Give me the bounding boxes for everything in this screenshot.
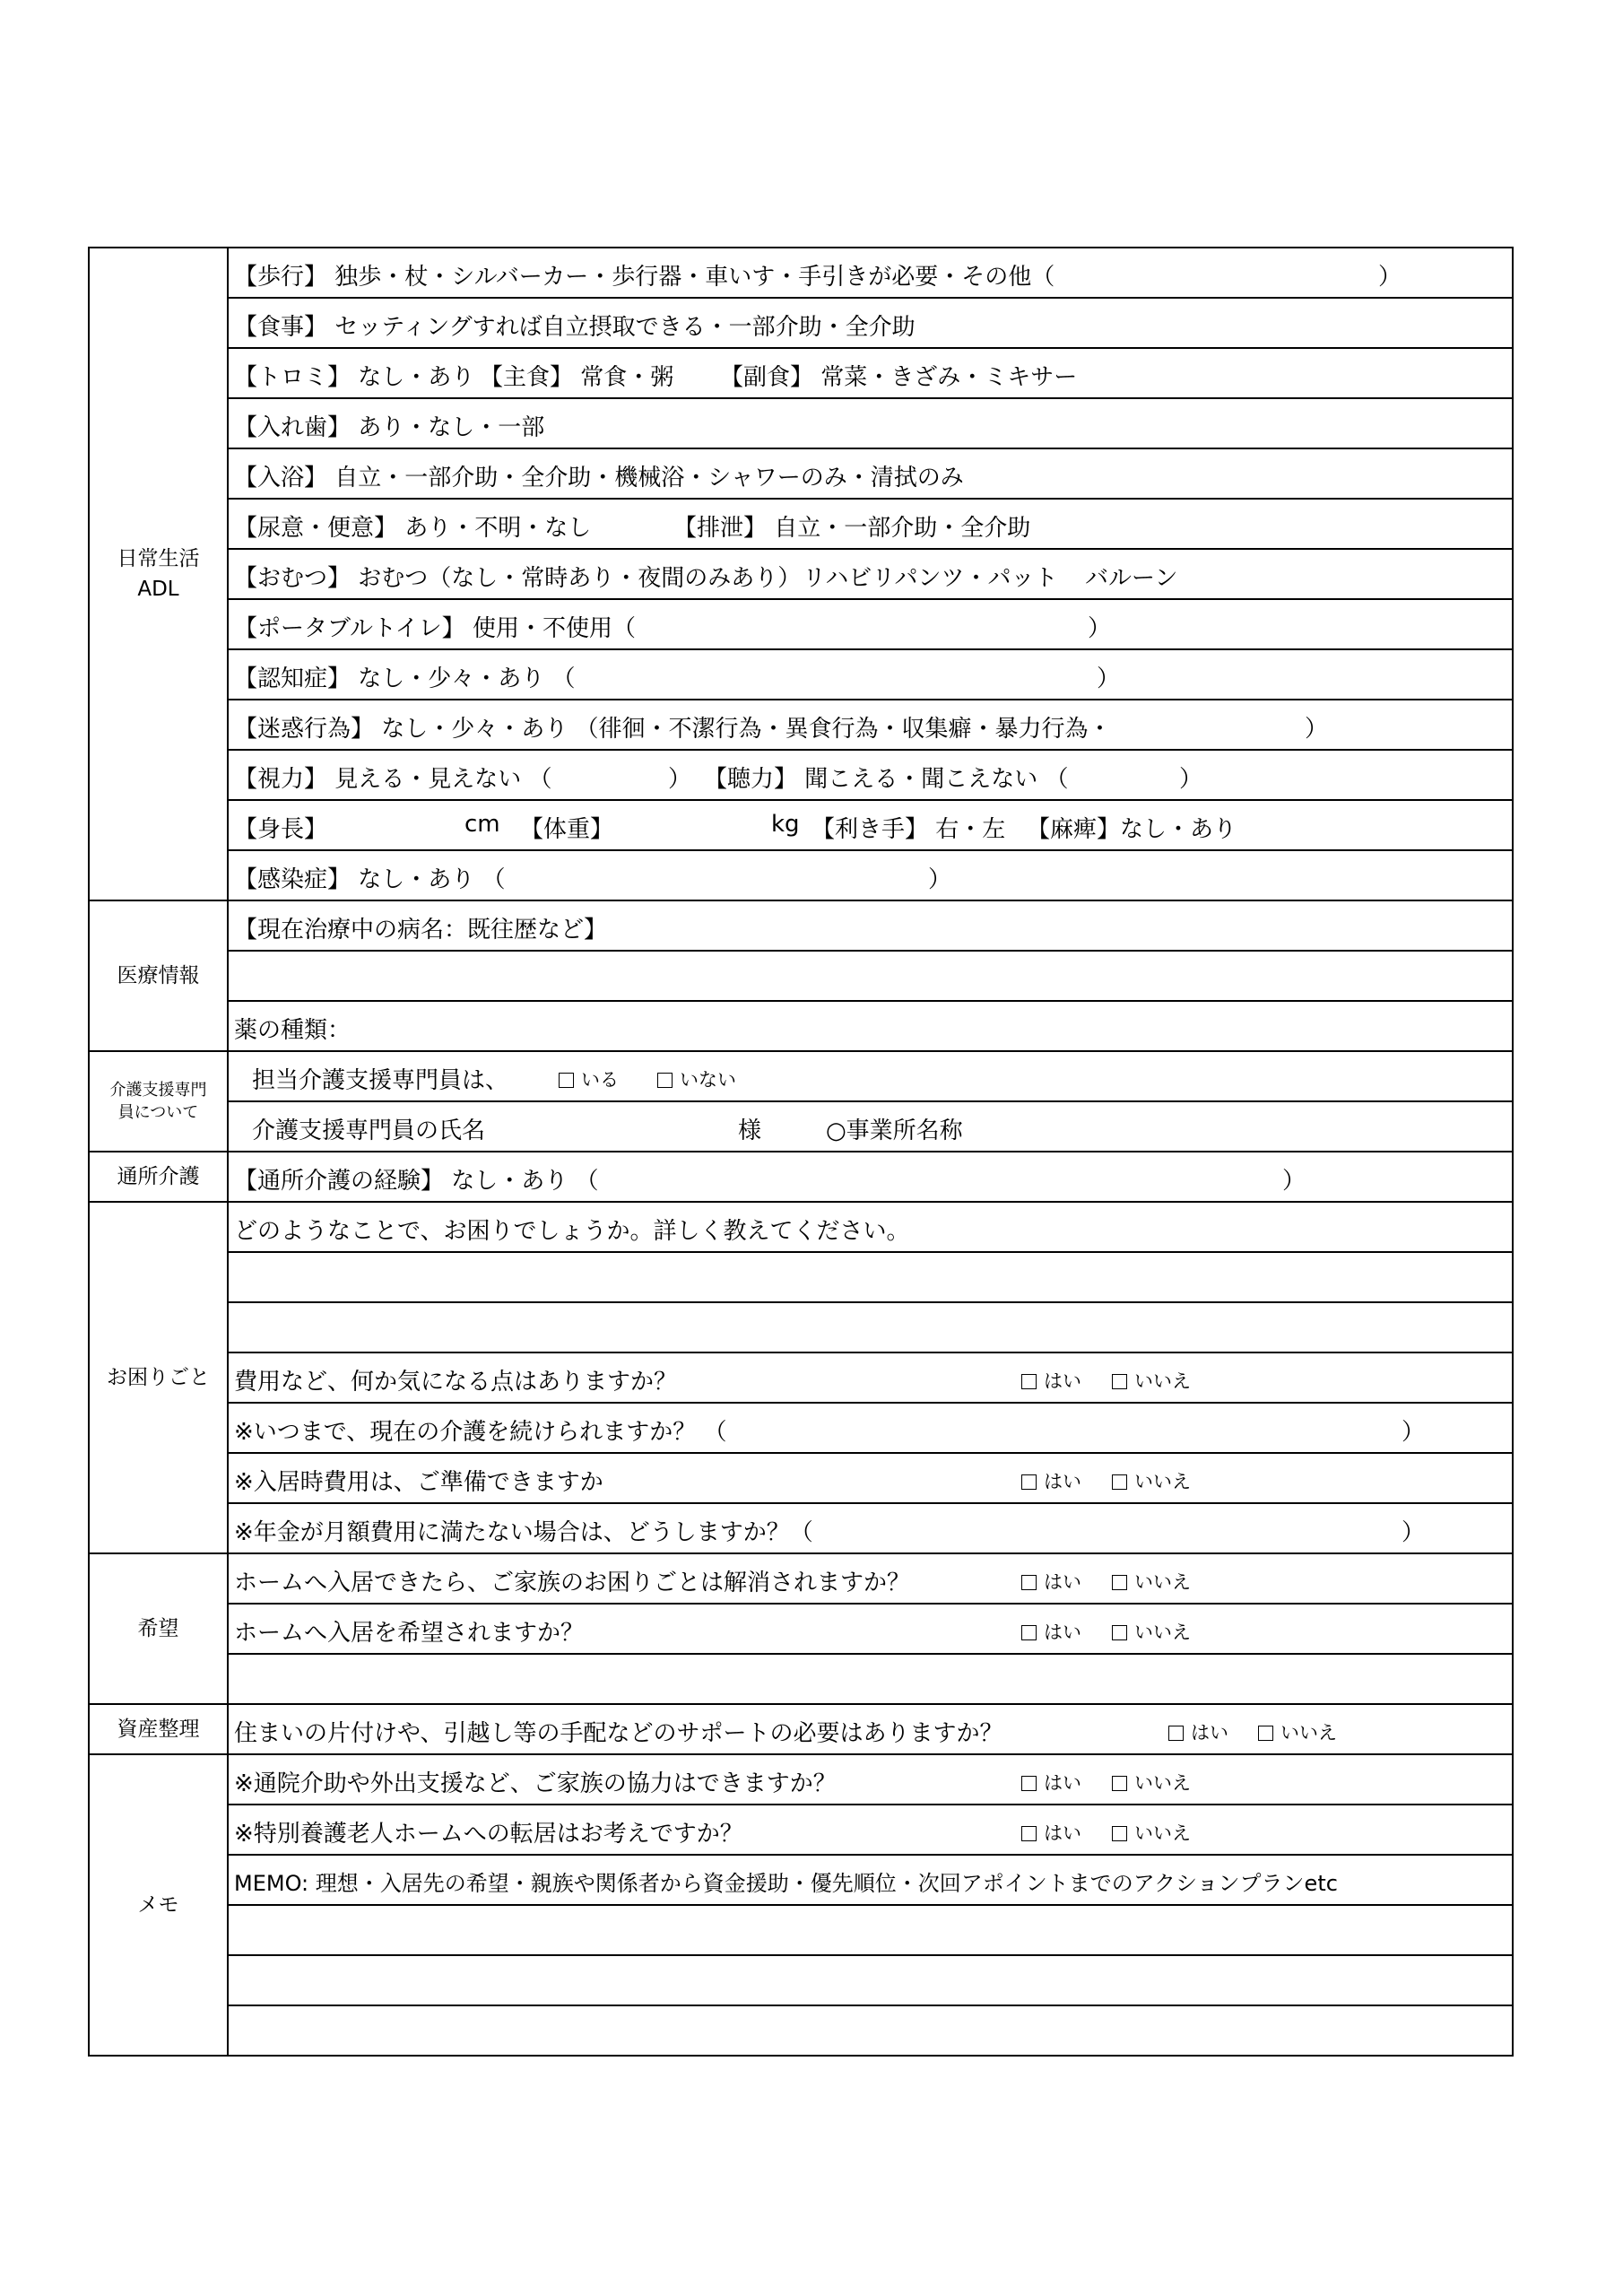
paralysis-options: なし・あり <box>1120 816 1237 843</box>
yes-label: はい <box>1044 1822 1081 1844</box>
memo-q2-yes-checkbox[interactable] <box>1021 1819 1081 1846</box>
checkbox-icon <box>1021 1625 1037 1640</box>
side-options: 常菜・きざみ・ミキサー <box>820 364 1078 391</box>
vision-options: 見える・見えない （ <box>334 766 552 793</box>
row-eating <box>228 298 1513 348</box>
daycare-experience-label: 【通所介護の経験】 <box>234 1168 445 1195</box>
checkbox-icon <box>1021 1575 1037 1590</box>
row-hope-q1 <box>228 1553 1513 1604</box>
infection-label: 【感染症】 <box>234 866 352 893</box>
yes-label: はい <box>1044 1772 1081 1794</box>
row-walking <box>228 248 1513 298</box>
troubles-q5-text: ※年金が月額費用に満たない場合は、どうしますか？（ <box>234 1519 813 1546</box>
no-label: いいえ <box>1134 1772 1191 1794</box>
row-memo-blank-3[interactable] <box>228 2005 1513 2056</box>
paralysis-label: 【麻痺】 <box>1027 816 1121 843</box>
eating-options: セッティングすれば自立摂取できる・一部介助・全介助 <box>334 314 916 341</box>
manager-yes-checkbox[interactable] <box>559 1065 619 1092</box>
memo-q2-no-checkbox[interactable] <box>1112 1819 1191 1846</box>
row-troubles-q5 <box>228 1503 1513 1553</box>
hope-q1-no-checkbox[interactable] <box>1112 1568 1191 1595</box>
row-diaper <box>228 549 1513 599</box>
hope-q2-no-checkbox[interactable] <box>1112 1618 1191 1645</box>
row-memo-q2 <box>228 1805 1513 1855</box>
manager-no-label: いない <box>680 1069 736 1091</box>
troubles-q2-text: 費用など、何か気になる点はありますか？ <box>234 1369 678 1396</box>
checkbox-icon <box>1168 1726 1184 1741</box>
checkbox-icon <box>1258 1726 1273 1741</box>
row-hope-blank[interactable] <box>228 1654 1513 1704</box>
row-memo-q1 <box>228 1754 1513 1805</box>
row-nuisance <box>228 700 1513 750</box>
infection-options: なし・あり （ <box>358 866 506 893</box>
height-label: 【身長】 <box>234 816 328 843</box>
yes-label: はい <box>1044 1370 1081 1392</box>
checkbox-icon <box>1021 1474 1037 1490</box>
office-label: ○事業所名称 <box>826 1118 963 1144</box>
troubles-q4-no-checkbox[interactable] <box>1112 1467 1191 1494</box>
row-has-manager <box>228 1051 1513 1101</box>
row-bathing <box>228 448 1513 499</box>
checkbox-icon <box>1112 1826 1127 1841</box>
adl-label-line2: ADL <box>137 578 179 601</box>
memo-text: MEMO: 理想・入居先の希望・親族や関係者から資金援助・優先順位・次回アポイントまでのアクションプランetc <box>234 1871 1338 1896</box>
section-label-assets: 資産整理 <box>89 1704 228 1754</box>
thickening-options: なし・あり <box>358 364 475 391</box>
row-assets-q1 <box>228 1704 1513 1754</box>
dementia-options: なし・少々・あり （ <box>358 665 576 692</box>
vision-close: ） <box>668 766 692 793</box>
hope-q2-yes-checkbox[interactable] <box>1021 1618 1081 1645</box>
care-manager-label-line1: 介護支援専門 <box>109 1081 207 1100</box>
bathing-label: 【入浴】 <box>234 465 328 491</box>
section-label-troubles: お困りごと <box>89 1202 228 1553</box>
checkbox-icon <box>1021 1776 1037 1791</box>
hope-q1-yes-checkbox[interactable] <box>1021 1568 1081 1595</box>
manager-yes-label: いる <box>581 1069 619 1091</box>
disease-label: 【現在治療中の病名：既往歴など】 <box>234 917 608 944</box>
row-body <box>228 800 1513 850</box>
row-medicine <box>228 1001 1513 1051</box>
troubles-q4-text: ※入居時費用は、ご準備できますか <box>234 1469 603 1496</box>
daycare-options: なし・あり （ <box>451 1168 599 1195</box>
diaper-label: 【おむつ】 <box>234 565 352 592</box>
dementia-label: 【認知症】 <box>234 665 352 692</box>
nuisance-options: なし・少々・あり （徘徊・不潔行為・異食行為・収集癖・暴力行為・ <box>381 716 1112 743</box>
nuisance-label: 【迷惑行為】 <box>234 716 375 743</box>
row-daycare <box>228 1152 1513 1202</box>
section-label-memo: メモ <box>89 1754 228 2056</box>
section-label-care-manager <box>89 1051 228 1152</box>
hope-q2-text: ホームへ入居を希望されますか？ <box>234 1620 585 1647</box>
diaper-balloon: バルーン <box>1085 565 1178 592</box>
section-label-daycare: 通所介護 <box>89 1152 228 1202</box>
troubles-q2-yes-checkbox[interactable] <box>1021 1367 1081 1394</box>
row-thickening <box>228 348 1513 398</box>
dentures-options: あり・なし・一部 <box>358 414 545 441</box>
row-vision <box>228 750 1513 800</box>
troubles-q3-close: ） <box>1402 1419 1426 1446</box>
troubles-q2-no-checkbox[interactable] <box>1112 1367 1191 1394</box>
dementia-close: ） <box>1097 665 1121 692</box>
row-infection <box>228 850 1513 900</box>
row-troubles-q2 <box>228 1352 1513 1403</box>
row-troubles-q3 <box>228 1403 1513 1453</box>
medicine-label: 薬の種類： <box>234 1017 352 1044</box>
row-memo-blank-2[interactable] <box>228 1955 1513 2005</box>
row-urge <box>228 499 1513 549</box>
no-label: いいえ <box>1134 1622 1191 1643</box>
no-label: いいえ <box>1134 1471 1191 1492</box>
adl-label-line1: 日常生活 <box>117 547 200 570</box>
row-troubles-blank-2[interactable] <box>228 1302 1513 1352</box>
row-dementia <box>228 649 1513 700</box>
yes-label: はい <box>1191 1722 1228 1744</box>
eating-label: 【食事】 <box>234 314 328 341</box>
row-troubles-q1 <box>228 1202 1513 1252</box>
portable-toilet-close: ） <box>1088 615 1112 642</box>
no-label: いいえ <box>1280 1722 1337 1744</box>
checkbox-icon <box>1112 1625 1127 1640</box>
weight-label: 【体重】 <box>520 816 614 843</box>
walking-close: ） <box>1378 264 1402 291</box>
checkbox-icon <box>559 1073 574 1088</box>
row-troubles-blank-1[interactable] <box>228 1252 1513 1302</box>
section-label-hope: 希望 <box>89 1553 228 1704</box>
dentures-label: 【入れ歯】 <box>234 414 352 441</box>
yes-label: はい <box>1044 1471 1081 1492</box>
memo-q1-yes-checkbox[interactable] <box>1021 1769 1081 1796</box>
row-memo-text <box>228 1855 1513 1905</box>
assets-q1-yes-checkbox[interactable] <box>1168 1718 1228 1745</box>
walking-label: 【歩行】 <box>234 264 328 291</box>
no-label: いいえ <box>1134 1822 1191 1844</box>
excretion-label: 【排泄】 <box>673 515 768 542</box>
height-unit: cm <box>464 811 500 838</box>
hearing-close: ） <box>1179 766 1203 793</box>
yes-label: はい <box>1044 1571 1081 1593</box>
no-label: いいえ <box>1134 1370 1191 1392</box>
yes-label: はい <box>1044 1622 1081 1643</box>
hand-label: 【利き手】 <box>812 816 929 843</box>
interview-form-table <box>88 247 1514 2057</box>
memo-q1-no-checkbox[interactable] <box>1112 1769 1191 1796</box>
checkbox-icon <box>1021 1374 1037 1389</box>
row-memo-blank-1[interactable] <box>228 1905 1513 1955</box>
memo-q1-text: ※通院介助や外出支援など、ご家族の協力はできますか？ <box>234 1770 837 1797</box>
thickening-label: 【トロミ】 <box>234 364 352 391</box>
section-label-medical: 医療情報 <box>89 900 228 1051</box>
assets-q1-no-checkbox[interactable] <box>1258 1718 1337 1745</box>
hearing-options: 聞こえる・聞こえない （ <box>804 766 1069 793</box>
vision-label: 【視力】 <box>234 766 328 793</box>
checkbox-icon <box>1021 1826 1037 1841</box>
portable-toilet-label: 【ポータブルトイレ】 <box>234 615 465 642</box>
nuisance-close: ） <box>1305 716 1329 743</box>
urge-label: 【尿意・便意】 <box>234 515 398 542</box>
side-label: 【副食】 <box>720 364 814 391</box>
portable-toilet-options: 使用・不使用（ <box>472 615 636 642</box>
hand-options: 右・左 <box>935 816 1006 843</box>
manager-no-checkbox[interactable] <box>657 1065 736 1092</box>
checkbox-icon <box>1112 1474 1127 1490</box>
manager-name-label: 介護支援専門員の氏名 <box>252 1118 486 1144</box>
troubles-q4-yes-checkbox[interactable] <box>1021 1467 1081 1494</box>
walking-options: 独歩・杖・シルバーカー・歩行器・車いす・手引きが必要・その他（ <box>334 264 1055 291</box>
weight-unit: kg <box>771 811 800 838</box>
excretion-options: 自立・一部介助・全介助 <box>774 515 1031 542</box>
checkbox-icon <box>657 1073 673 1088</box>
manager-honorific: 様 <box>738 1118 762 1144</box>
row-disease <box>228 900 1513 951</box>
checkbox-icon <box>1112 1776 1127 1791</box>
diaper-options: おむつ（なし・常時あり・夜間のみあり） <box>358 565 802 592</box>
troubles-q3-text: ※いつまで、現在の介護を続けられますか？ （ <box>234 1419 727 1446</box>
row-portable-toilet <box>228 599 1513 649</box>
checkbox-icon <box>1112 1374 1127 1389</box>
troubles-q5-close: ） <box>1402 1519 1426 1546</box>
assets-q1-text: 住まいの片付けや、引越し等の手配などのサポートの必要はありますか？ <box>234 1720 1003 1747</box>
daycare-close: ） <box>1282 1168 1306 1195</box>
row-troubles-q4 <box>228 1453 1513 1503</box>
memo-q2-text: ※特別養護老人ホームへの転居はお考えですか？ <box>234 1821 743 1848</box>
row-hope-q2 <box>228 1604 1513 1654</box>
care-manager-label-line2: 員について <box>117 1103 199 1122</box>
checkbox-icon <box>1112 1575 1127 1590</box>
bathing-options: 自立・一部介助・全介助・機械浴・シャワーのみ・清拭のみ <box>334 465 964 491</box>
hope-q1-text: ホームへ入居できたら、ご家族のお困りごとは解消されますか？ <box>234 1570 911 1596</box>
diaper-pants: リハビリパンツ・パット <box>803 565 1058 592</box>
row-dentures <box>228 398 1513 448</box>
urge-options: あり・不明・なし <box>404 515 592 542</box>
troubles-q1-text: どのようなことで、お困りでしょうか。詳しく教えてください。 <box>234 1218 910 1245</box>
staple-label: 【主食】 <box>480 364 574 391</box>
no-label: いいえ <box>1134 1571 1191 1593</box>
row-disease-blank[interactable] <box>228 951 1513 1001</box>
row-manager-name <box>228 1101 1513 1152</box>
section-label-adl <box>89 248 228 900</box>
staple-options: 常食・粥 <box>580 364 674 391</box>
hearing-label: 【聴力】 <box>704 766 798 793</box>
infection-close: ） <box>928 866 952 893</box>
has-manager-text: 担当介護支援専門員は、 <box>252 1067 509 1094</box>
